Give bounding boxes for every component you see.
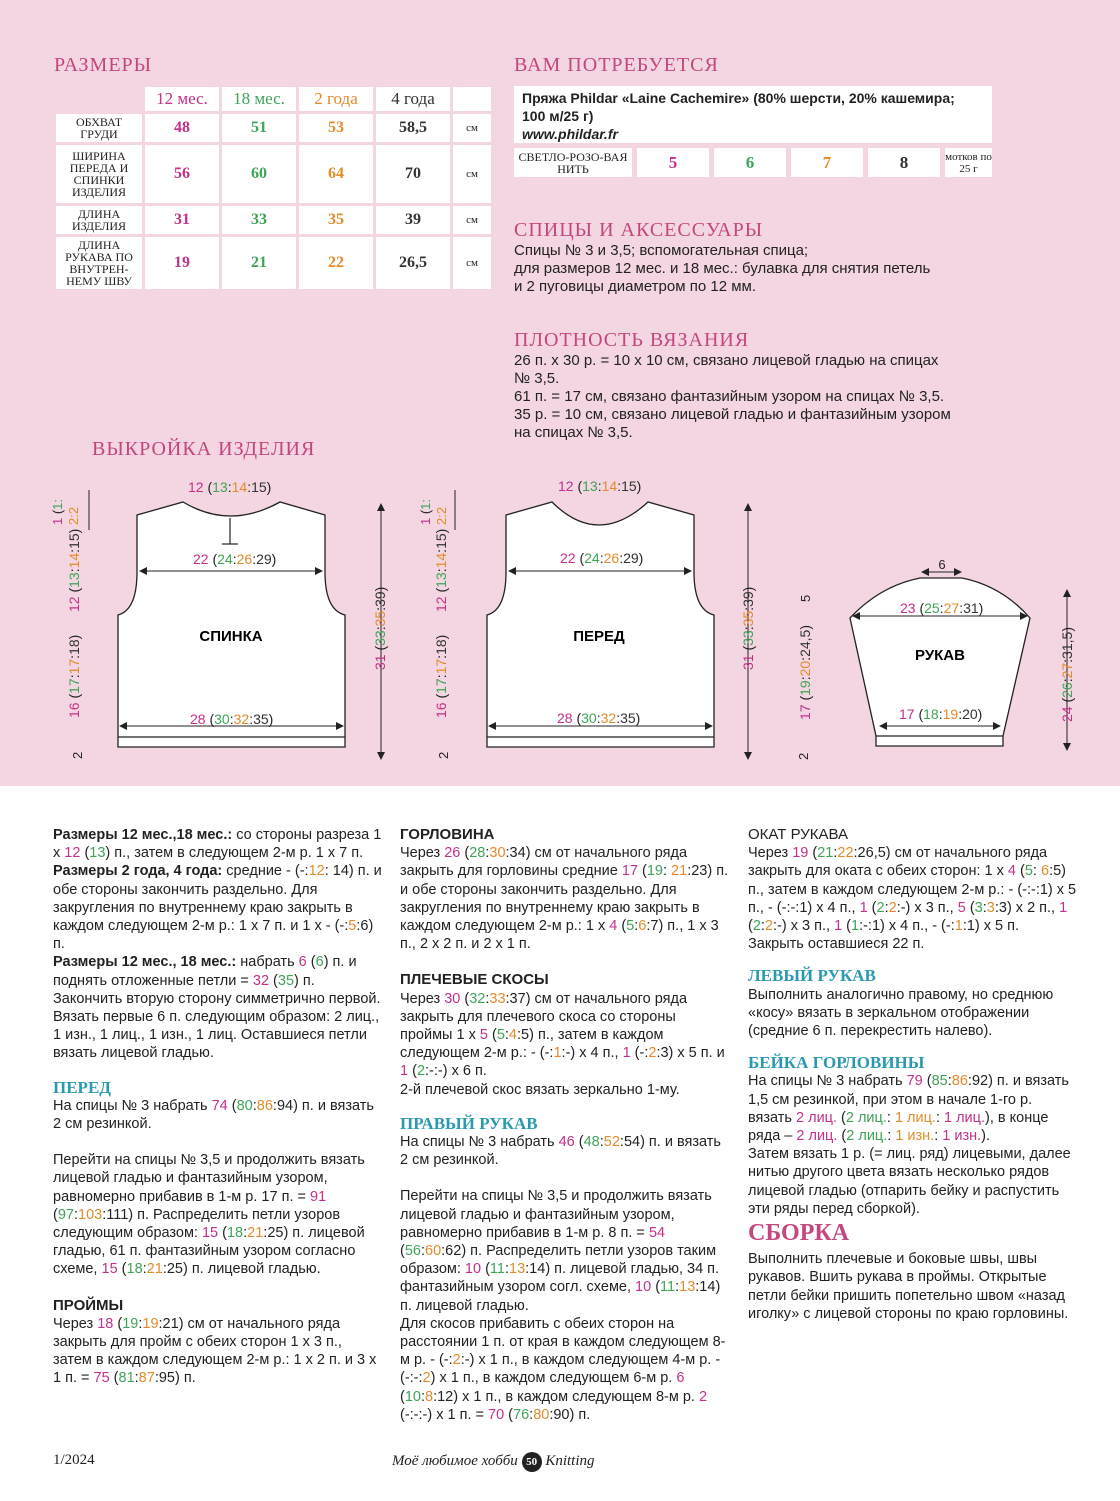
front-bottom-dimension: 28 (30:32:35) (557, 710, 641, 726)
table-cell: 21 (222, 237, 296, 289)
front-diagram (418, 478, 756, 759)
needles-text (514, 242, 930, 296)
size-header-1: 12 мес. (145, 87, 219, 111)
chest-dimension: 22 (24:26:29) (193, 551, 277, 567)
gauge-text (514, 352, 951, 442)
front-shoulder-dimension: 1 (1: (418, 498, 433, 525)
pattern-heading: ВЫКРОЙКА ИЗДЕЛИЯ (92, 438, 316, 460)
yarn-line-2: 100 м/25 г) (522, 108, 594, 124)
front-rib-dimension: 2 (436, 751, 451, 759)
front-chest-dimension: 22 (24:26:29) (560, 550, 644, 566)
armhole-dimension: 12 (13:14:15) (66, 528, 82, 612)
skeins-size-3: 7 (791, 148, 863, 177)
needles-line: Спицы № 3 и 3,5; вспомогательная спица; (514, 242, 809, 259)
table-cell: 33 (222, 206, 296, 234)
shoulder-dimension: 1 (1: (50, 498, 65, 525)
needles-line: и 2 пуговицы диаметром по 12 мм. (514, 278, 756, 295)
bottom-dimension: 28 (30:32:35) (190, 711, 274, 727)
sleeve-rib-dimension: 2 (796, 752, 811, 760)
sleeve-lower-dimension: 17 (18:19:20) (899, 706, 983, 722)
table-cell: 58,5 (376, 114, 450, 142)
needles-line: для размеров 12 мес. и 18 мес.: булавка для снятия петель (514, 260, 931, 277)
unit-cell: см (453, 145, 491, 203)
table-cell: 64 (299, 145, 373, 203)
table-cell: 60 (222, 145, 296, 203)
yarn-line-1: Пряжа Phildar «Laine Cachemire» (80% шерсти, 20% кашемира; (522, 90, 955, 106)
instructions-col-1: Размеры 12 мес.,18 мес.: со стороны разреза 1 х 12 (13) п., затем в следующем 2-м р. 1 х 7 п. Размеры 2 года, 4 года: средние - (-:12: 14) п. и обе стороны закончить раздельно. Для закругления по внутреннему краю закрыть в каждом следующем 2-м р.: 1 х 7 п. и 1 х - (-:5:6) п. Размеры 12 мес., 18 мес.: набрать 6 (6) п. и поднять отложенные петли = 32 (35) п. Закончить вторую сторону симметрично первой. Вязать первые 6 п. следующим образом: 2 лиц., 1 изн., 1 лиц., 1 изн., 1 лиц. Оставшиеся петли вязать лицевой гладью. ПЕРЕД На спицы № 3 набрать 74 (80:86:94) п. и вязать 2 см резинкой. Перейти на спицы № 3,5 и продолжить вязать лицевой гладью и фантазийным узором, равномерно прибавив в 1-м р. 17 п. = 91 (97:103:111) п. Распределить петли узоров следующим образом: 15 (18:21:25) п. лицевой гладью, 61 п. фантазийным узором согласно схеме, 15 (18:21:25) п. лицевой гладью. ПРОЙМЫ Через 18 (19:19:21) см от начального ряда закрыть для пройм с обеих сторон 1 х 3 п., затем в каждом следующем 2-м р.: 1 х 2 п. и 3 х 1 п. = 75 (81:87:95) п. (53, 827, 382, 1387)
unit-cell: см (453, 206, 491, 234)
pattern-diagrams (0, 460, 1120, 780)
table-cell: 56 (145, 145, 219, 203)
skeins-size-4: 8 (868, 148, 940, 177)
sizes-heading: РАЗМЕРЫ (54, 54, 153, 76)
instructions-col-2: ГОРЛОВИНА Через 26 (28:30:34) см от начального ряда закрыть для горловины средние 17 (19: 21:23) п. и обе стороны закончить раздельно. Для закругления по внутреннему краю закрыть в каждом следующем 2-м р.: 1 х 4 (5:6:7) п., 1 х 3 п., 2 х 2 п. и 2 х 1 п. ПЛЕЧЕВЫЕ СКОСЫ Через 30 (32:33:37) см от начального ряда закрыть для плечевого скоса со стороны проймы 1 х 5 (5:4:5) п., затем в каждом следующем 2-м р.: - (-:1:-) х 4 п., 1 (-:2:3) х 5 п. и 1 (2:-:-) х 6 п. 2-й плечевой скос вязать зеркально 1-му. ПРАВЫЙ РУКАВ На спицы № 3 набрать 46 (48:52:54) п. и вязать 2 см резинкой. Перейти на спицы № 3,5 и продолжить вязать лицевой гладью и фантазийным узором, равномерно прибавив в 1-м р. 8 п. = 54 (56:60:62) п. Распределить петли узоров таким образом: 10 (11:13:14) п. лицевой гладью, 34 п. фантазийным узором согл. схеме, 10 (11:13:14) п. лицевой гладью. Для скосов прибавить с обеих сторон на расстоянии 1 п. от края в каждом следующем 8-м р. - (-:2:-) х 1 п., в каждом следующем 4-м р. - (-:-:2) х 1 п., в каждом следующем 6-м р. 6 (10:8:12) х 1 п., в каждом следующем 8-м р. 2 (-:-:-) х 1 п. = 70 (76:80:90) п. (400, 826, 729, 1423)
front-label: ПЕРЕД (573, 628, 625, 645)
front-neck-dimension: 12 (13:14:15) (558, 478, 642, 494)
table-cell: 19 (145, 237, 219, 289)
side-dimension: 16 (17:17:18) (66, 634, 82, 718)
rib-dimension: 2 (70, 751, 85, 759)
yarn-color-label: СВЕТЛО-РОЗО-ВАЯ НИТЬ (514, 148, 632, 177)
gauge-heading: ПЛОТНОСТЬ ВЯЗАНИЯ (514, 329, 750, 351)
section-title: Knitting (545, 1453, 595, 1469)
size-header-4: 4 года (376, 87, 450, 111)
front-armhole-dimension: 12 (13:14:15) (433, 528, 449, 612)
sleeve-right-dimension: 24 (26:27:31,5) (1059, 627, 1075, 722)
skeins-size-1: 5 (637, 148, 709, 177)
sleeve-top-width: 6 (938, 557, 946, 572)
materials-heading: ВАМ ПОТРЕБУЕТСЯ (514, 54, 719, 76)
back-label: СПИНКА (199, 628, 263, 645)
yarn-box (514, 86, 992, 143)
size-header-3: 2 года (299, 87, 373, 111)
sleeve-cap-height: 5 (798, 594, 813, 602)
length-dimension: 31 (33:35:39) (372, 586, 388, 670)
yarn-url: www.phildar.fr (522, 126, 618, 142)
instructions-col-3: ОКАТ РУКАВА Через 19 (21:22:26,5) см от начального ряда закрыть для оката с обеих сторон: 1 х 4 (5: 6:5) п., затем в каждом следующем 2-м р.: - (-:-:1) х 5 п., - (-:-:1) х 4 п., 1 (2:2:-) х 3 п., 5 (3:3:3) х 2 п., 1 (2:2:-) х 3 п., 1 (1:-:1) х 4 п., - (-:1:1) х 5 п. Закрыть оставшиеся 22 п. ЛЕВЫЙ РУКАВ Выполнить аналогично правому, но среднюю «косу» вязать в зеркальном отображении (средние 6 п. перекрестить налево). БЕЙКА ГОРЛОВИНЫ На спицы № 3 набрать 79 (85:86:92) п. и вязать 1,5 см резинкой, при этом в начале 1-го р. вязать 2 лиц. (2 лиц.: 1 лиц.: 1 лиц.), в конце ряда – 2 лиц. (2 лиц.: 1 изн.: 1 изн.). Затем вязать 1 р. (= лиц. ряд) лицевыми, далее нитью другого цвета вязать несколько рядов лицевой гладью (отпарить бейку и распустить эти ряды перед сборкой). СБОРКА Выполнить плечевые и боковые швы, швы рукавов. Вшить рукава в проймы. Открытые петли бейки пришить попетельно швом «назад иголку» с лицевой стороны по краю горловины. (748, 826, 1077, 1322)
front-length-dimension: 31 (33:35:39) (740, 586, 756, 670)
unit-cell: см (453, 114, 491, 142)
shoulder-dimension-2: 2:2 (66, 506, 81, 525)
row-label: ШИРИНА ПЕРЕДА И СПИНКИ ИЗДЕЛИЯ (56, 145, 142, 203)
table-cell: 53 (299, 114, 373, 142)
sleeve-upper-dimension: 23 (25:27:31) (900, 600, 984, 616)
row-label: ДЛИНА РУКАВА ПО ВНУТРЕН-НЕМУ ШВУ (56, 237, 142, 289)
front-side-dimension: 16 (17:17:18) (433, 634, 449, 718)
skeins-unit: мотков по 25 г (945, 148, 992, 177)
table-cell: 35 (299, 206, 373, 234)
table-cell: 51 (222, 114, 296, 142)
neck-dimension: 12 (13:14:15) (188, 479, 272, 495)
unit-cell: см (453, 237, 491, 289)
footer-brand (392, 1452, 595, 1472)
gauge-line: 61 п. = 17 см, связано фантазийным узором на спицах № 3,5. (514, 388, 945, 405)
gauge-line: на спицах № 3,5. (514, 424, 633, 441)
front-shoulder-dimension-2: 2:2 (434, 506, 449, 525)
row-label: ДЛИНА ИЗДЕЛИЯ (56, 206, 142, 234)
gauge-line: 35 р. = 10 см, связано лицевой гладью и фантазийным узором (514, 406, 951, 423)
sleeve-label: РУКАВ (915, 647, 965, 664)
table-cell: 22 (299, 237, 373, 289)
table-cell: 39 (376, 206, 450, 234)
table-cell: 70 (376, 145, 450, 203)
sleeve-diagram (796, 557, 1075, 760)
back-diagram (50, 479, 388, 759)
table-cell: 31 (145, 206, 219, 234)
skeins-size-2: 6 (714, 148, 786, 177)
table-cell: 26,5 (376, 237, 450, 289)
sizes-table (53, 84, 494, 292)
gauge-line: 26 п. х 30 р. = 10 х 10 см, связано лицевой гладью на спицах (514, 352, 939, 369)
table-cell: 48 (145, 114, 219, 142)
gauge-line: № 3,5. (514, 370, 560, 387)
sleeve-left-dimension: 17 (19:20:24,5) (797, 625, 813, 720)
size-header-2: 18 мес. (222, 87, 296, 111)
needles-heading: СПИЦЫ И АКСЕССУАРЫ (514, 219, 764, 241)
issue-number: 1/2024 (53, 1452, 95, 1468)
row-label: ОБХВАТ ГРУДИ (56, 114, 142, 142)
magazine-title: Моё любимое хобби (392, 1453, 518, 1469)
page-number: 50 (522, 1452, 542, 1472)
